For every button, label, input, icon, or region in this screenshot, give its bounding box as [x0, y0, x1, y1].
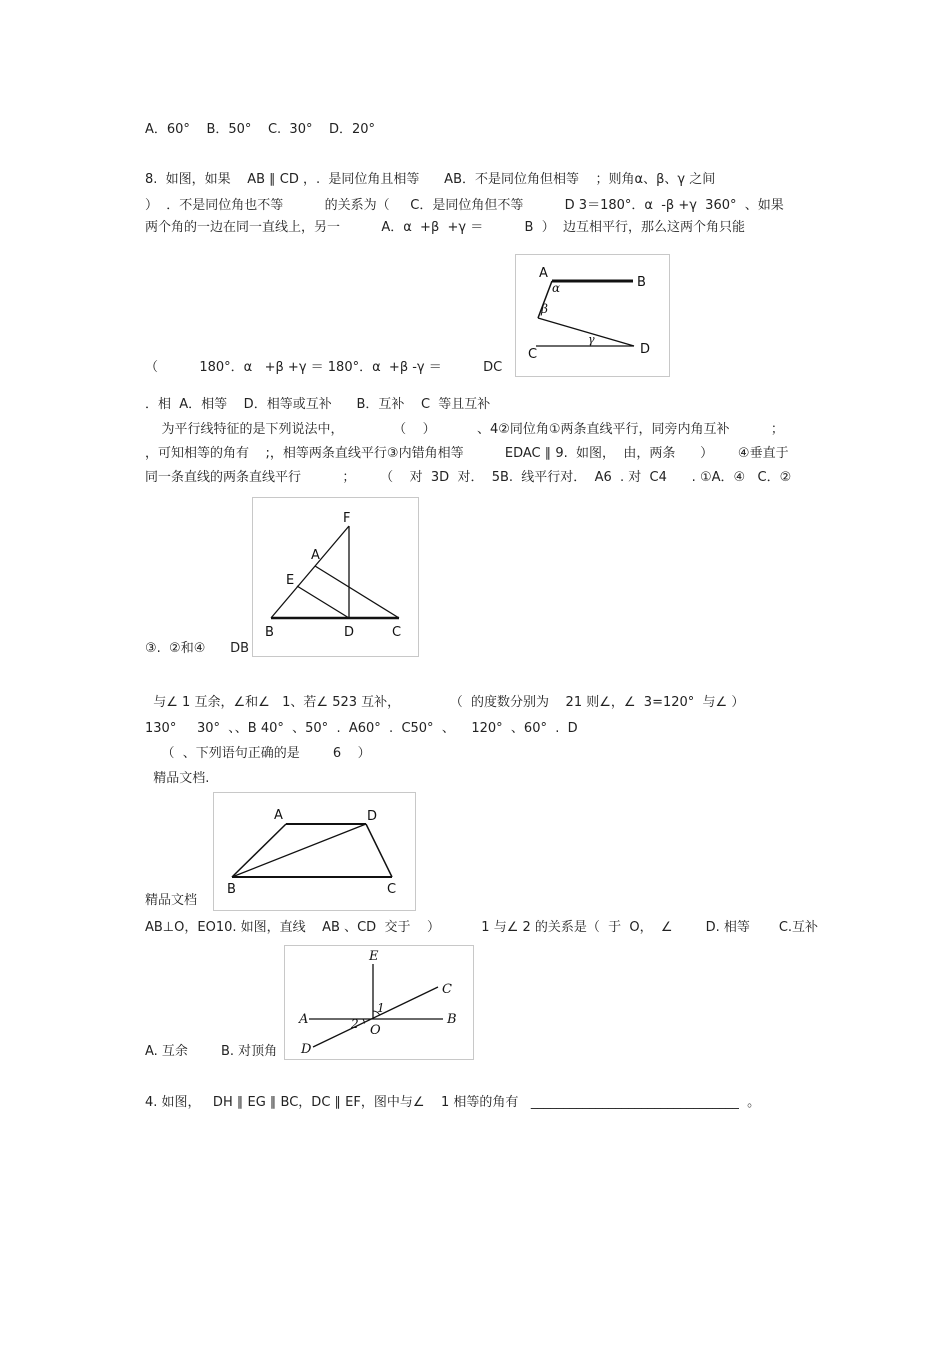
q-angle-line-1: 与∠ 1 互余，∠和∠ 1、若∠ 523 互补， （ 的度数分别为 21 则∠，∠ 3=120° 与∠ ）: [145, 695, 745, 710]
label-alpha: α: [552, 281, 561, 295]
label-a: A: [299, 1012, 309, 1027]
segment-bd: [232, 824, 366, 877]
segment-dc: [366, 824, 392, 877]
segment-bf: [271, 526, 349, 618]
label-o: O: [370, 1023, 381, 1038]
segment-bend-d: [538, 318, 634, 346]
q8-line-3: 两个角的一边在同一直线上，另一 A．α +β +γ ＝ B ） 边互相平行，那么这两个角只能: [145, 220, 745, 235]
label-a: A: [274, 808, 283, 823]
q-angle-line-2: 130° 30° 、、B 40° 、50° . A60° . C50° 、 120° 、60° . D: [145, 721, 578, 736]
q9-line-3: 同一条直线的两条直线平行 ； （ 对 3D 对． 5B. 线平行对． A6 . 对 C4 . ①A．④ C．②: [145, 470, 792, 485]
label-c: C: [528, 347, 538, 362]
figure-triangle-fd: [252, 497, 419, 657]
label-d: D: [344, 625, 355, 640]
segment-cd: [313, 987, 438, 1047]
label-b: B: [227, 882, 236, 897]
label-a: A: [311, 548, 320, 563]
label-f: F: [343, 511, 351, 526]
label-angle-1: 1: [377, 1001, 385, 1015]
label-beta: β: [541, 302, 548, 316]
label-d: D: [640, 342, 651, 357]
segment-ab: [232, 824, 286, 877]
segment-ed: [297, 586, 349, 618]
figure-angles-alpha-beta-gamma: [515, 254, 670, 377]
label-d: D: [301, 1042, 312, 1057]
q9-line-1: 为平行线特征的是下列说法中， （ ） 、4②同位角①两条直线平行，同旁内角互补 ；: [145, 422, 784, 437]
label-e: E: [369, 949, 379, 964]
q8-line-1: 8. 如图，如果 AB ∥ CD ，. 是同位角且相等 AB．不是同位角但相等 ；则角α、β、γ 之间: [145, 172, 716, 187]
figure-intersecting-lines: [284, 945, 474, 1060]
label-angle-2: 2: [351, 1017, 359, 1031]
q10-line-1: AB⊥O，EO10. 如图，直线 AB 、CD 交于 ） 1 与∠ 2 的关系是（ 于 O， ∠ D. 相等 C.互补: [145, 920, 819, 935]
label-b: B: [637, 275, 646, 290]
q8-line-4: （ 180°．α +β +γ ＝ 180°．α +β -γ ＝ DC: [145, 360, 503, 375]
label-gamma: γ: [588, 333, 595, 346]
q-angle-line-3: （ 、下列语句正确的是 6 ）: [145, 746, 371, 761]
q4-line: 4. 如图， DH ∥ EG ∥ BC，DC ∥ EF，图中与∠ 1 相等的角有 ________________________________ 。: [145, 1095, 761, 1110]
label-b: B: [447, 1012, 457, 1027]
q9-line-4: ③. ②和④ DB: [145, 641, 250, 656]
label-a: A: [539, 266, 548, 281]
q9-line-2: ，可知相等的角有 ;，相等两条直线平行③内错角相等 EDAC ∥ 9. 如图， 由，两条 ） ④垂直于: [145, 446, 789, 461]
label-d: D: [367, 809, 378, 824]
label-c: C: [387, 882, 397, 897]
footer-note-2: 精品文档: [145, 893, 198, 908]
label-b: B: [265, 625, 274, 640]
label-c: C: [392, 625, 402, 640]
segment-ac: [315, 566, 399, 618]
q8-line-2: ） ．不是同位角也不等 的关系为（ C．是同位角但不等 D 3＝180°．α -β +γ 360° 、如果: [145, 198, 784, 213]
footer-note-1: 精品文档.: [145, 771, 210, 786]
q8-line-5: ．相 A．相等 D．相等或互补 B．互补 C 等且互补: [145, 397, 491, 412]
q7-options: A．60° B．50° C. 30° D．20°: [145, 122, 376, 137]
label-c: C: [442, 982, 452, 997]
q10-options: A. 互余 B. 对顶角: [145, 1044, 278, 1059]
figure-trapezoid-abcd: [213, 792, 416, 911]
label-e: E: [286, 573, 295, 588]
